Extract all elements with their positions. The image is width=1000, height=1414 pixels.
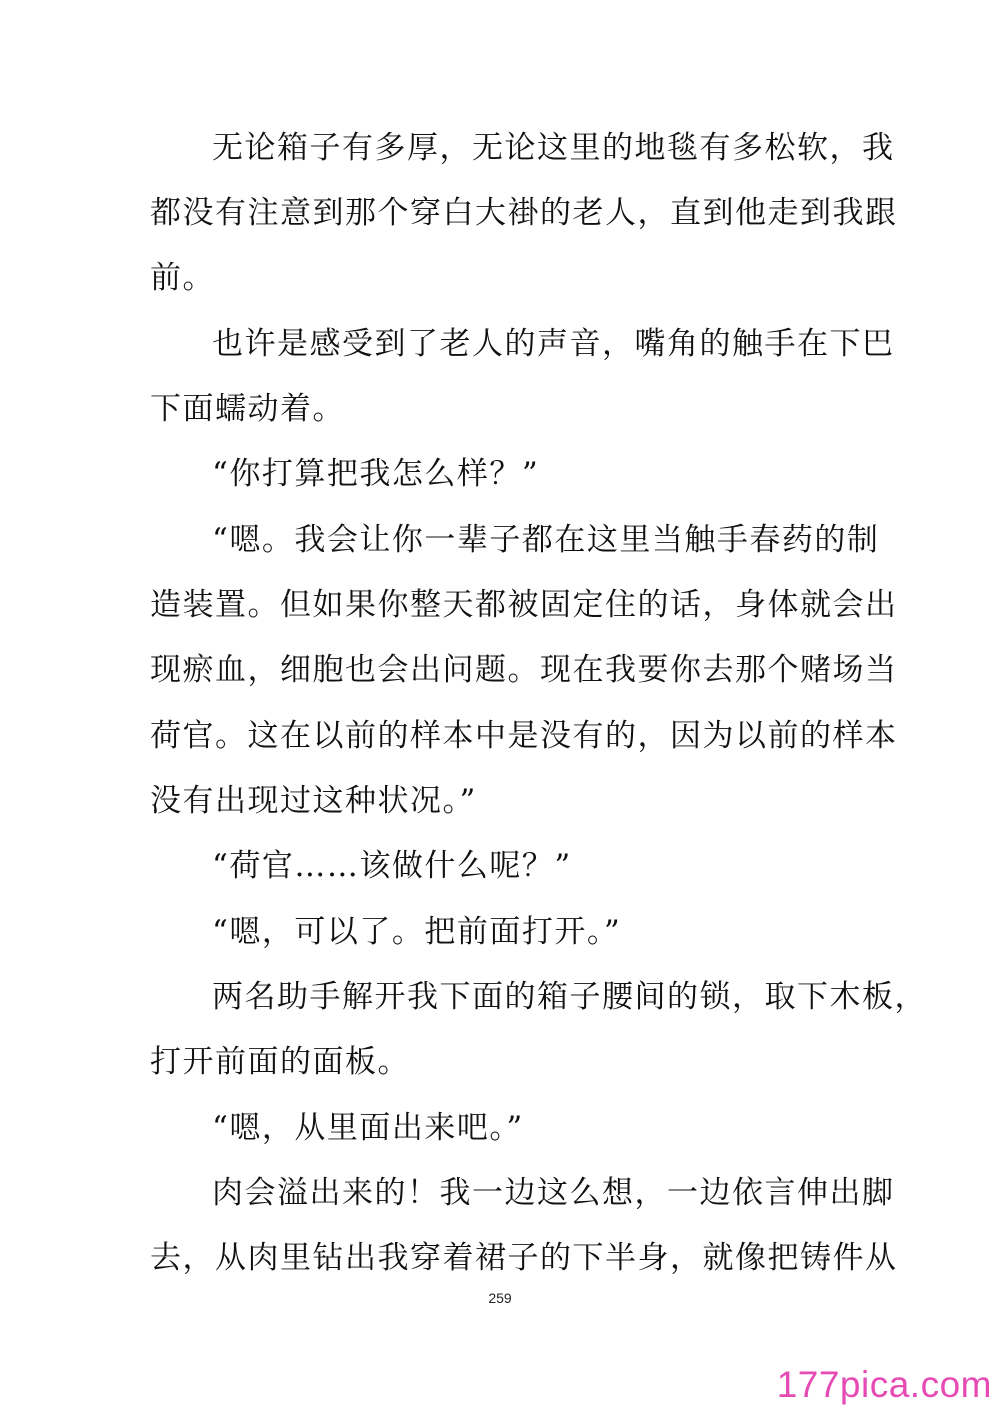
text-line: 肉会溢出来的！我一边这么想，一边依言伸出脚 bbox=[212, 1175, 895, 1211]
text-line: “荷官……该做什么呢？” bbox=[212, 848, 572, 884]
text-line: “嗯，可以了。把前面打开。” bbox=[212, 914, 622, 950]
text-line: 现瘀血，细胞也会出问题。现在我要你去那个赌场当 bbox=[150, 652, 898, 688]
text-line: 两名助手解开我下面的箱子腰间的锁，取下木板， bbox=[212, 979, 927, 1015]
text-line: 去，从肉里钻出我穿着裙子的下半身，就像把铸件从 bbox=[150, 1240, 898, 1276]
text-line: 没有出现过这种状况。” bbox=[150, 783, 477, 819]
watermark: 177pica.com bbox=[776, 1364, 992, 1405]
text-line: “你打算把我怎么样？” bbox=[212, 456, 540, 492]
text-line: 前。 bbox=[150, 260, 215, 296]
text-line: 打开前面的面板。 bbox=[150, 1044, 410, 1080]
text-line: 下面蠕动着。 bbox=[150, 391, 345, 427]
text-line: 荷官。这在以前的样本中是没有的，因为以前的样本 bbox=[150, 718, 898, 754]
text-line: 都没有注意到那个穿白大褂的老人，直到他走到我跟 bbox=[150, 195, 898, 231]
text-line: 无论箱子有多厚，无论这里的地毯有多松软，我 bbox=[212, 130, 895, 166]
page-number: 259 bbox=[488, 1290, 512, 1306]
text-line: 也许是感受到了老人的声音，嘴角的触手在下巴 bbox=[212, 326, 895, 362]
text-line: “嗯。我会让你一辈子都在这里当触手春药的制 bbox=[212, 522, 880, 558]
text-line: “嗯，从里面出来吧。” bbox=[212, 1110, 524, 1146]
text-line: 造装置。但如果你整天都被固定住的话，身体就会出 bbox=[150, 587, 898, 623]
